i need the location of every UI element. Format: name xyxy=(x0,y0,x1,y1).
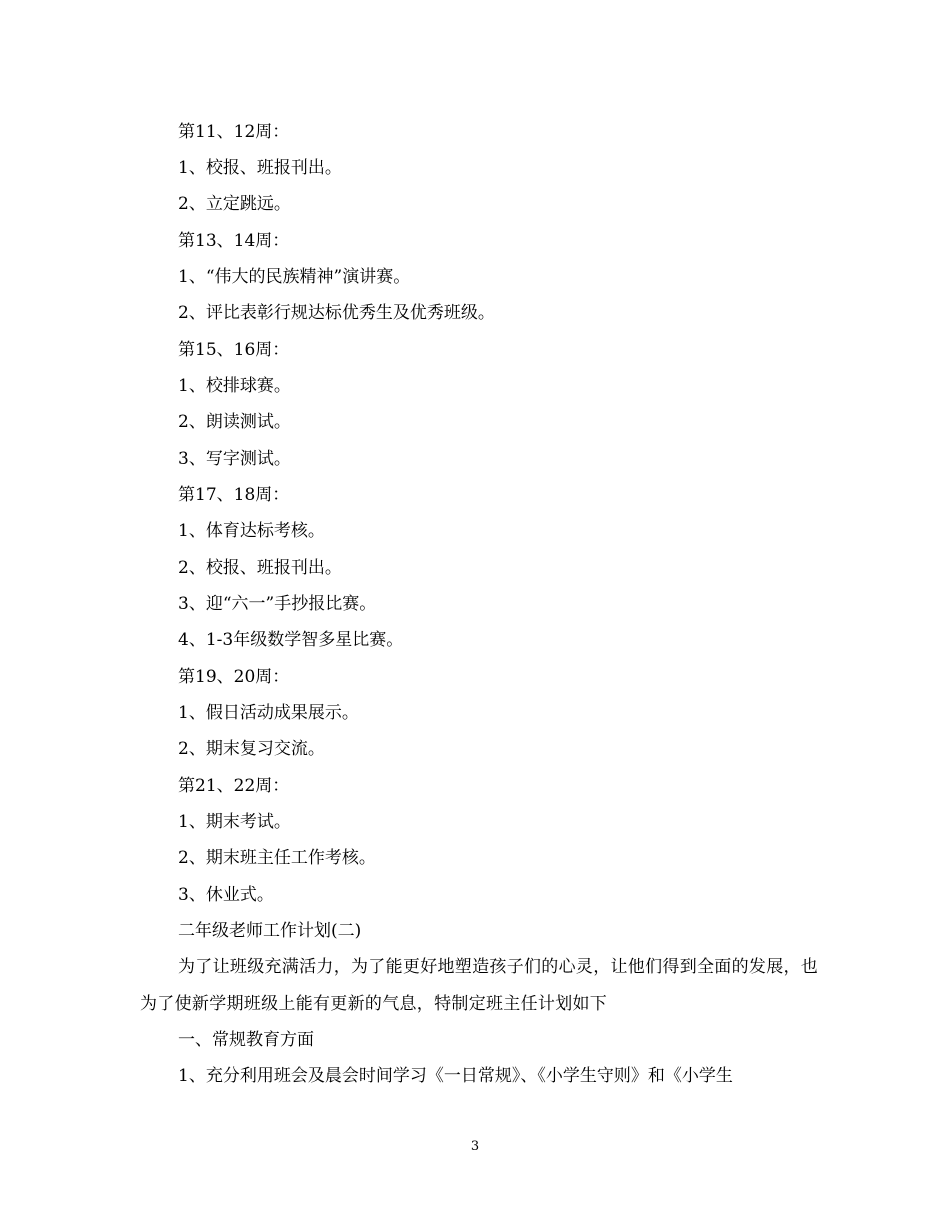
list-item: 2、评比表彰行规达标优秀生及优秀班级。 xyxy=(178,303,495,323)
list-item: 1、校排球赛。 xyxy=(178,376,291,396)
list-item: 2、期末复习交流。 xyxy=(178,739,325,759)
section-heading: 一、常规教育方面 xyxy=(178,1030,314,1050)
week-heading: 第13、14周： xyxy=(178,231,290,251)
week-heading: 第21、22周： xyxy=(178,776,290,796)
intro-paragraph xyxy=(140,949,820,1022)
page-number: 3 xyxy=(470,1139,480,1154)
list-item: 3、休业式。 xyxy=(178,885,274,905)
document-subtitle: 二年级老师工作计划(二) xyxy=(178,921,362,941)
week-heading: 第11、12周： xyxy=(178,122,290,142)
list-item: 1、假日活动成果展示。 xyxy=(178,703,359,723)
list-item: 1、“伟大的民族精神”演讲赛。 xyxy=(178,267,411,287)
list-item: 4、1-3年级数学智多星比赛。 xyxy=(178,630,404,650)
list-item: 2、期末班主任工作考核。 xyxy=(178,848,376,868)
list-item: 1、校报、班报刊出。 xyxy=(178,158,342,178)
list-item: 2、校报、班报刊出。 xyxy=(178,558,342,578)
list-item: 1、期末考试。 xyxy=(178,812,291,832)
list-item: 2、立定跳远。 xyxy=(178,194,291,214)
list-item: 3、写字测试。 xyxy=(178,449,291,469)
intro-paragraph-text: 为了让班级充满活力，为了能更好地塑造孩子们的心灵，让他们得到全面的发展，也为了使新学期班级上能有更新的气息，特制定班主任计划如下 xyxy=(140,957,819,1014)
list-item: 1、体育达标考核。 xyxy=(178,521,325,541)
list-item: 3、迎“六一”手抄报比赛。 xyxy=(178,594,377,614)
body-paragraph: 1、充分利用班会及晨会时间学习《一日常规》、《小学生守则》和《小学生 xyxy=(178,1066,733,1086)
week-heading: 第15、16周： xyxy=(178,340,290,360)
week-heading: 第17、18周： xyxy=(178,485,290,505)
list-item: 2、朗读测试。 xyxy=(178,412,291,432)
week-heading: 第19、20周： xyxy=(178,667,290,687)
